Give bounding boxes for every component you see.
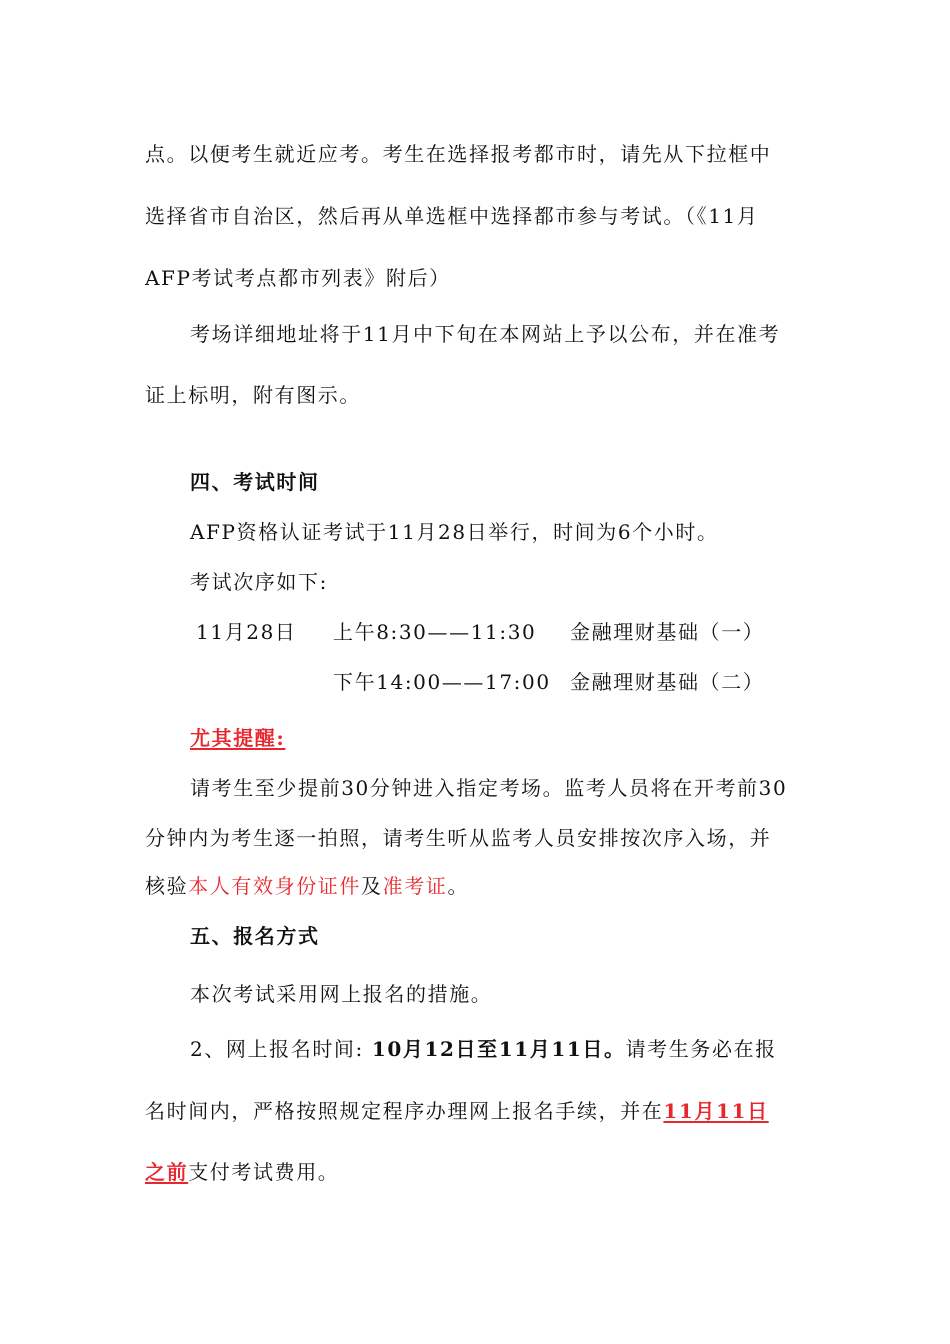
- paragraph-line: 考场详细地址将于11月中下旬在本网站上予以公布，并在准考: [190, 322, 781, 346]
- payment-deadline-before: 之前: [145, 1160, 189, 1184]
- section-heading: 五、报名方式: [190, 924, 320, 948]
- paragraph-line: 本次考试采用网上报名的措施。: [190, 982, 493, 1006]
- schedule-subject: 金融理财基础（一）: [570, 620, 765, 644]
- schedule-time: 下午14:00——17:00: [333, 670, 551, 694]
- registration-dates: 10月12日至11月11日。: [371, 1037, 626, 1061]
- paragraph-line: 点。以便考生就近应考。考生在选择报考都市时，请先从下拉框中: [145, 142, 772, 166]
- paragraph-line: 选择省市自治区，然后再从单选框中选择都市参与考试。（《11月: [145, 204, 759, 228]
- special-reminder-label: 尤其提醒:: [190, 726, 286, 750]
- paragraph-line: 请考生至少提前30分钟进入指定考场。监考人员将在开考前30: [190, 776, 788, 800]
- text-span: 支付考试费用。: [188, 1160, 340, 1184]
- paragraph-line: 分钟内为考生逐一拍照，请考生听从监考人员安排按次序入场，并: [145, 826, 772, 850]
- schedule-subject: 金融理财基础（二）: [570, 670, 765, 694]
- paragraph-line: AFP资格认证考试于11月28日举行，时间为6个小时。: [190, 520, 719, 544]
- section-heading: 四、考试时间: [190, 470, 320, 494]
- text-span: 及: [361, 874, 383, 898]
- text-span: 。: [447, 874, 470, 898]
- text-span: 名时间内，严格按照规定程序办理网上报名手续，并在: [145, 1099, 664, 1123]
- paragraph-line: 证上标明，附有图示。: [145, 383, 361, 407]
- schedule-label: 考试次序如下:: [190, 570, 328, 594]
- paragraph-line: [145, 1099, 769, 1123]
- paragraph-line: [145, 874, 469, 898]
- highlight-admission-ticket: 准考证: [382, 874, 448, 898]
- payment-deadline-date: 11月11日: [663, 1099, 769, 1123]
- paragraph-line: [145, 1160, 339, 1184]
- text-span: 2、网上报名时间:: [190, 1037, 364, 1061]
- paragraph-line: AFP考试考点都市列表》附后）: [145, 266, 451, 290]
- text-span: 核验: [145, 874, 189, 898]
- text-span: 请考生务必在报: [625, 1037, 777, 1061]
- highlight-id-document: 本人有效身份证件: [188, 874, 362, 898]
- schedule-date: 11月28日: [196, 620, 297, 644]
- paragraph-line: [190, 1037, 777, 1061]
- schedule-time: 上午8:30——11:30: [333, 620, 537, 644]
